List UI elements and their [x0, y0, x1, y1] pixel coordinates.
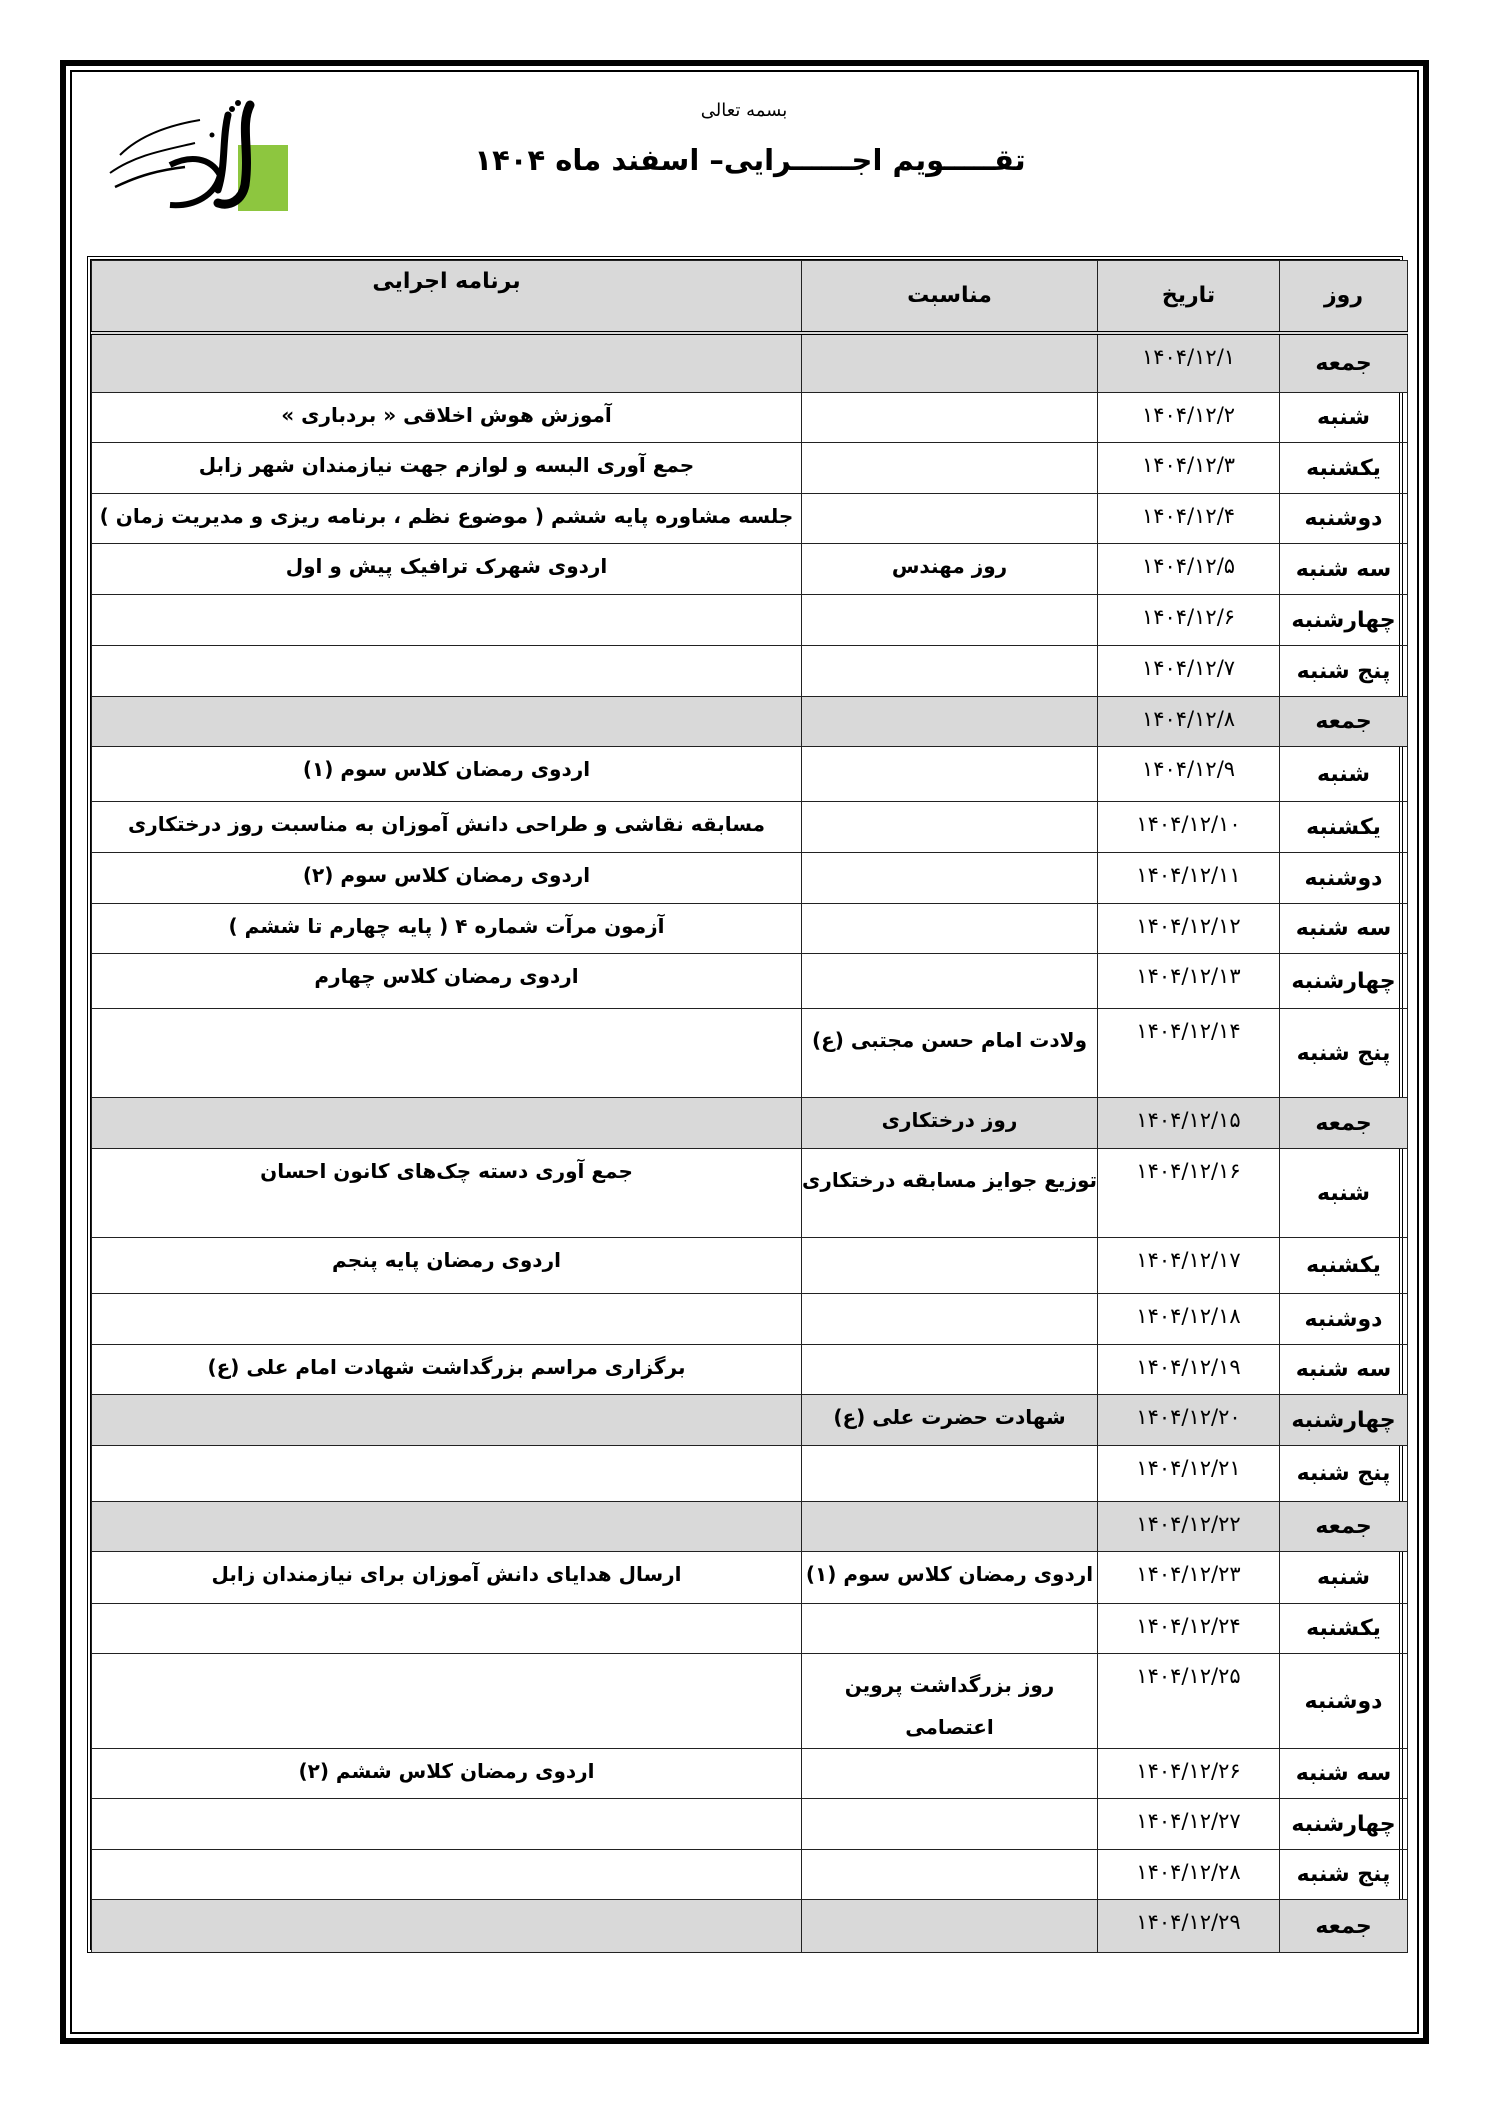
table-row [92, 1395, 1408, 1446]
program-cell: اردوی رمضان کلاس سوم (۱) [92, 747, 802, 802]
occasion-cell [802, 853, 1098, 904]
date-cell: ۱۴۰۴/۱۲/۲۶ [1098, 1749, 1280, 1799]
table-row [92, 1446, 1408, 1502]
program-cell: آموزش هوش اخلاقی « بردباری » [92, 393, 802, 443]
day-cell: چهارشنبه [1280, 595, 1408, 646]
program-cell: ارسال هدایای دانش آموزان برای نیازمندان زابل [92, 1552, 802, 1604]
date-cell: ۱۴۰۴/۱۲/۱۵ [1098, 1098, 1280, 1149]
day-cell: جمعه [1280, 697, 1408, 747]
occasion-cell [802, 904, 1098, 954]
program-cell [92, 1446, 802, 1502]
date-cell: ۱۴۰۴/۱۲/۶ [1098, 595, 1280, 646]
date-cell: ۱۴۰۴/۱۲/۲۷ [1098, 1799, 1280, 1850]
date-cell: ۱۴۰۴/۱۲/۸ [1098, 697, 1280, 747]
occasion-cell [802, 333, 1098, 393]
program-cell [92, 1009, 802, 1098]
occasion-cell [802, 747, 1098, 802]
table-body [92, 333, 1408, 1953]
day-cell: چهارشنبه [1280, 1799, 1408, 1850]
occasion-cell [802, 1345, 1098, 1395]
program-cell: اردوی رمضان کلاس چهارم [92, 954, 802, 1009]
date-cell: ۱۴۰۴/۱۲/۲۱ [1098, 1446, 1280, 1502]
program-cell [92, 1850, 802, 1900]
program-cell: جمع آوری دسته چک‌های کانون احسان [92, 1149, 802, 1238]
occasion-cell [802, 1749, 1098, 1799]
day-cell: دوشنبه [1280, 853, 1408, 904]
basmala-text: بسمه تعالی [700, 100, 788, 121]
column-header-date: تاریخ [1098, 261, 1280, 333]
table-row [92, 1850, 1408, 1900]
occasion-cell [802, 1238, 1098, 1294]
day-cell: جمعه [1280, 1502, 1408, 1552]
program-cell [92, 1604, 802, 1654]
date-cell: ۱۴۰۴/۱۲/۹ [1098, 747, 1280, 802]
occasion-cell [802, 802, 1098, 853]
day-cell: سه شنبه [1280, 1749, 1408, 1799]
day-cell: جمعه [1280, 1098, 1408, 1149]
date-cell: ۱۴۰۴/۱۲/۲۳ [1098, 1552, 1280, 1604]
date-cell: ۱۴۰۴/۱۲/۲ [1098, 393, 1280, 443]
date-cell: ۱۴۰۴/۱۲/۱ [1098, 333, 1280, 393]
day-cell: یکشنبه [1280, 802, 1408, 853]
table-row [92, 443, 1408, 494]
day-cell: یکشنبه [1280, 443, 1408, 494]
program-cell: اردوی رمضان کلاس ششم (۲) [92, 1749, 802, 1799]
table-row [92, 1749, 1408, 1799]
occasion-cell [802, 1502, 1098, 1552]
date-cell: ۱۴۰۴/۱۲/۱۸ [1098, 1294, 1280, 1345]
date-cell: ۱۴۰۴/۱۲/۲۸ [1098, 1850, 1280, 1900]
occasion-cell [802, 1799, 1098, 1850]
table-row [92, 333, 1408, 393]
date-cell: ۱۴۰۴/۱۲/۱۴ [1098, 1009, 1280, 1098]
date-cell: ۱۴۰۴/۱۲/۱۹ [1098, 1345, 1280, 1395]
table-row [92, 853, 1408, 904]
schedule-table [91, 260, 1408, 1953]
program-cell: آزمون مرآت شماره ۴ ( پایه چهارم تا ششم ) [92, 904, 802, 954]
date-cell: ۱۴۰۴/۱۲/۴ [1098, 494, 1280, 544]
program-cell [92, 1098, 802, 1149]
program-cell [92, 1502, 802, 1552]
day-cell: دوشنبه [1280, 1294, 1408, 1345]
occasion-cell [802, 1294, 1098, 1345]
table-row [92, 1604, 1408, 1654]
table-row [92, 1799, 1408, 1850]
day-cell: پنج شنبه [1280, 646, 1408, 697]
day-cell: پنج شنبه [1280, 1446, 1408, 1502]
program-cell: جمع آوری البسه و لوازم جهت نیازمندان شهر زابل [92, 443, 802, 494]
date-cell: ۱۴۰۴/۱۲/۲۲ [1098, 1502, 1280, 1552]
day-cell: دوشنبه [1280, 494, 1408, 544]
program-cell [92, 595, 802, 646]
day-cell: شنبه [1280, 1149, 1408, 1238]
date-cell: ۱۴۰۴/۱۲/۱۱ [1098, 853, 1280, 904]
date-cell: ۱۴۰۴/۱۲/۱۲ [1098, 904, 1280, 954]
occasion-cell [802, 595, 1098, 646]
day-cell: جمعه [1280, 1900, 1408, 1953]
occasion-cell: ولادت امام حسن مجتبی (ع) [802, 1009, 1098, 1098]
day-cell: پنج شنبه [1280, 1850, 1408, 1900]
day-cell: دوشنبه [1280, 1654, 1408, 1749]
table-row [92, 1654, 1408, 1749]
table-row [92, 697, 1408, 747]
program-cell: اردوی رمضان پایه پنجم [92, 1238, 802, 1294]
program-cell [92, 646, 802, 697]
day-cell: پنج شنبه [1280, 1009, 1408, 1098]
program-cell [92, 1799, 802, 1850]
date-cell: ۱۴۰۴/۱۲/۲۹ [1098, 1900, 1280, 1953]
page-title: تقـــــویم اجــــــرایی– اسفند ماه ۱۴۰۴ [474, 143, 1026, 177]
table-row [92, 1098, 1408, 1149]
occasion-cell [802, 1604, 1098, 1654]
column-header-day: روز [1280, 261, 1408, 333]
schedule-table-frame [87, 256, 1403, 1953]
day-cell: چهارشنبه [1280, 1395, 1408, 1446]
date-cell: ۱۴۰۴/۱۲/۵ [1098, 544, 1280, 595]
table-row [92, 646, 1408, 697]
day-cell: سه شنبه [1280, 544, 1408, 595]
occasion-cell [802, 443, 1098, 494]
date-cell: ۱۴۰۴/۱۲/۳ [1098, 443, 1280, 494]
occasion-cell: شهادت حضرت علی (ع) [802, 1395, 1098, 1446]
date-cell: ۱۴۰۴/۱۲/۱۶ [1098, 1149, 1280, 1238]
occasion-cell [802, 697, 1098, 747]
table-row [92, 1552, 1408, 1604]
occasion-cell: اردوی رمضان کلاس سوم (۱) [802, 1552, 1098, 1604]
table-row [92, 595, 1408, 646]
table-header-row [92, 261, 1408, 333]
program-cell: اردوی رمضان کلاس سوم (۲) [92, 853, 802, 904]
date-cell: ۱۴۰۴/۱۲/۲۰ [1098, 1395, 1280, 1446]
table-row [92, 802, 1408, 853]
occasion-cell [802, 1900, 1098, 1953]
occasion-cell: روز بزرگداشت پروین اعتصامی [802, 1654, 1098, 1749]
program-cell: برگزاری مراسم بزرگداشت شهادت امام علی (ع) [92, 1345, 802, 1395]
column-header-program: برنامه اجرایی [92, 261, 802, 333]
table-row [92, 954, 1408, 1009]
table-row [92, 1502, 1408, 1552]
table-row [92, 1238, 1408, 1294]
program-cell [92, 1654, 802, 1749]
program-cell: مسابقه نقاشی و طراحی دانش آموزان به مناسبت روز درختکاری [92, 802, 802, 853]
program-cell [92, 333, 802, 393]
program-cell [92, 697, 802, 747]
day-cell: یکشنبه [1280, 1604, 1408, 1654]
day-cell: جمعه [1280, 333, 1408, 393]
occasion-cell: روز مهندس [802, 544, 1098, 595]
occasion-cell [802, 1446, 1098, 1502]
day-cell: شنبه [1280, 393, 1408, 443]
day-cell: شنبه [1280, 747, 1408, 802]
table-row [92, 393, 1408, 443]
table-row [92, 747, 1408, 802]
table-row [92, 1345, 1408, 1395]
date-cell: ۱۴۰۴/۱۲/۱۷ [1098, 1238, 1280, 1294]
day-cell: شنبه [1280, 1552, 1408, 1604]
occasion-cell [802, 494, 1098, 544]
occasion-cell [802, 646, 1098, 697]
program-cell [92, 1900, 802, 1953]
table-row [92, 1149, 1408, 1238]
table-row [92, 1900, 1408, 1953]
occasion-cell: روز درختکاری [802, 1098, 1098, 1149]
occasion-cell [802, 393, 1098, 443]
program-cell: جلسه مشاوره پایه ششم ( موضوع نظم ، برنامه ریزی و مدیریت زمان ) [92, 494, 802, 544]
table-row [92, 1294, 1408, 1345]
occasion-cell [802, 1850, 1098, 1900]
table-row [92, 1009, 1408, 1098]
table-row [92, 494, 1408, 544]
occasion-cell [802, 954, 1098, 1009]
occasion-cell: توزیع جوایز مسابقه درختکاری [802, 1149, 1098, 1238]
program-cell: اردوی شهرک ترافیک پیش و اول [92, 544, 802, 595]
day-cell: چهارشنبه [1280, 954, 1408, 1009]
day-cell: سه شنبه [1280, 1345, 1408, 1395]
day-cell: سه شنبه [1280, 904, 1408, 954]
program-cell [92, 1395, 802, 1446]
table-row [92, 544, 1408, 595]
program-cell [92, 1294, 802, 1345]
table-row [92, 904, 1408, 954]
date-cell: ۱۴۰۴/۱۲/۷ [1098, 646, 1280, 697]
date-cell: ۱۴۰۴/۱۲/۱۳ [1098, 954, 1280, 1009]
date-cell: ۱۴۰۴/۱۲/۲۵ [1098, 1654, 1280, 1749]
day-cell: یکشنبه [1280, 1238, 1408, 1294]
column-header-occasion: مناسبت [802, 261, 1098, 333]
date-cell: ۱۴۰۴/۱۲/۲۴ [1098, 1604, 1280, 1654]
date-cell: ۱۴۰۴/۱۲/۱۰ [1098, 802, 1280, 853]
